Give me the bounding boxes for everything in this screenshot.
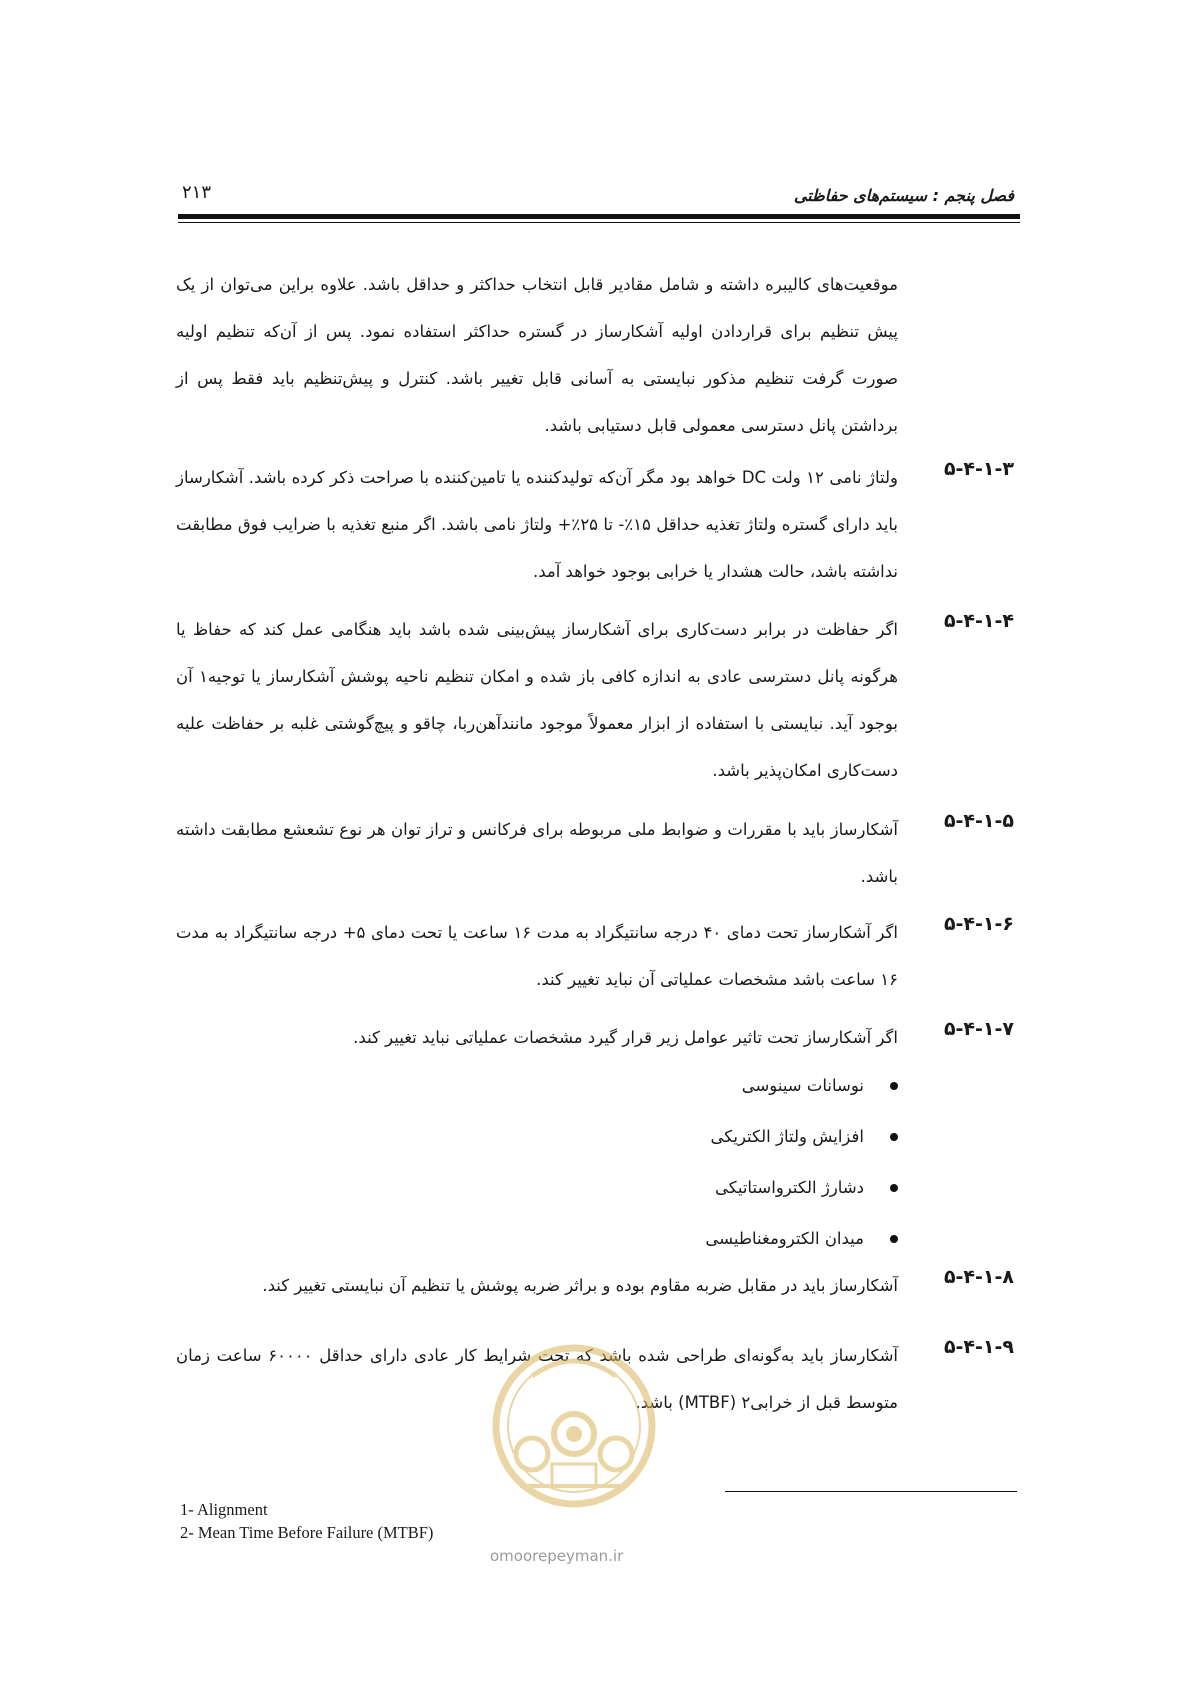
section-number: ۵-۴-۱-۵ bbox=[943, 810, 1014, 832]
list-item-text: دشارژ الکترواستاتیکی bbox=[714, 1178, 864, 1197]
omoorepeyman-logo-icon bbox=[492, 1336, 657, 1511]
paragraph: اگر حفاظت در برابر دست‌کاری برای آشکارساز پیش‌بینی شده باشد باید هنگامی عمل کند که حفاظ یا هرگونه پانل دسترسی عادی به اندازه کافی باز شده و امکان تنظیم ناحیه پوشش آشکارساز یا توجیه۱ آن بوجود آید. نبایستی با استفاده از ابزار معمولاً موجود مانندآهن‌ربا، چاقو و پیچ‌گوشتی غلبه بر حفاظت علیه دست‌کاری امکان‌پذیر باشد. bbox=[176, 620, 898, 780]
paragraph: اگر آشکارساز تحت دمای ۴۰ درجه سانتیگراد به مدت ۱۶ ساعت یا تحت دمای ۵+ درجه سانتیگراد به مدت ۱۶ ساعت باشد مشخصات عملیاتی آن نباید تغییر کند. bbox=[176, 923, 898, 989]
paragraph-continued: موقعیت‌های کالیبره داشته و شامل مقادیر قابل انتخاب حداکثر و حداقل باشد. علاوه براین می‌توان از یک پیش تنظیم برای قراردادن اولیه آشکارساز در گستره حداکثر استفاده نمود. پس از آن‌که تنظیم اولیه صورت گرفت تنظیم مذکور نبایستی به آسانی قابل تغییر باشد. کنترل و پیش‌تنظیم باید فقط پس از برداشتن پانل دسترسی معمولی قابل دستیابی باشد. bbox=[176, 275, 898, 435]
watermark-url: omoorepeyman.ir bbox=[490, 1547, 624, 1565]
chapter-title: فصل پنجم : سیستم‌های حفاظتی bbox=[793, 186, 1014, 205]
bullet-list bbox=[705, 1060, 898, 1264]
list-item bbox=[705, 1111, 898, 1162]
section-number: ۵-۴-۱-۶ bbox=[943, 913, 1014, 935]
bullet-icon bbox=[890, 1184, 898, 1192]
section-number: ۵-۴-۱-۸ bbox=[943, 1266, 1014, 1288]
list-item-text: نوسانات سینوسی bbox=[741, 1076, 864, 1095]
header-rule-thick bbox=[178, 214, 1020, 219]
bullet-icon bbox=[890, 1235, 898, 1243]
list-item bbox=[705, 1213, 898, 1264]
footnote: 2- Mean Time Before Failure (MTBF) bbox=[180, 1523, 434, 1542]
section-number: ۵-۴-۱-۹ bbox=[943, 1336, 1014, 1358]
page-number: ۲۱۳ bbox=[182, 182, 212, 203]
section-number: ۵-۴-۱-۳ bbox=[943, 458, 1014, 480]
paragraph: آشکارساز باید با مقررات و ضوابط ملی مربوطه برای فرکانس و تراز توان هر نوع تشعشع مطابقت داشته باشد. bbox=[176, 820, 898, 886]
header-rule-thin bbox=[178, 222, 1020, 223]
paragraph: آشکارساز باید در مقابل ضربه مقاوم بوده و براثر ضربه پوشش یا تنظیم آن نبایستی تغییر کند. bbox=[262, 1276, 898, 1295]
section-number: ۵-۴-۱-۷ bbox=[943, 1018, 1014, 1040]
footnote-rule bbox=[725, 1491, 1017, 1492]
list-item bbox=[705, 1060, 898, 1111]
paragraph: اگر آشکارساز تحت تاثیر عوامل زیر قرار گیرد مشخصات عملیاتی نباید تغییر کند. bbox=[353, 1028, 898, 1047]
section-number: ۵-۴-۱-۴ bbox=[943, 610, 1014, 632]
list-item-text: میدان الکترومغناطیسی bbox=[705, 1229, 864, 1248]
list-item bbox=[705, 1162, 898, 1213]
bullet-icon bbox=[890, 1082, 898, 1090]
footnote: 1- Alignment bbox=[180, 1500, 268, 1519]
list-item-text: افزایش ولتاژ الکتریکی bbox=[710, 1127, 864, 1146]
paragraph: ولتاژ نامی ۱۲ ولت DC خواهد بود مگر آن‌که تولیدکننده یا تامین‌کننده با صراحت ذکر کرده باشد. آشکارساز باید دارای گستره ولتاژ تغذیه حداقل ۱۵٪- تا ۲۵٪+ ولتاژ نامی باشد. اگر منبع تغذیه با ضرایب فوق مطابقت نداشته باشد، حالت هشدار یا خرابی بوجود خواهد آمد. bbox=[176, 468, 898, 581]
paragraph: آشکارساز باید به‌گونه‌ای طراحی شده باشد که تحت شرایط کار عادی دارای حداقل ۶۰۰۰۰ ساعت زمان متوسط قبل از خرابی۲ (MTBF) باشد. bbox=[176, 1346, 898, 1412]
bullet-icon bbox=[890, 1133, 898, 1141]
